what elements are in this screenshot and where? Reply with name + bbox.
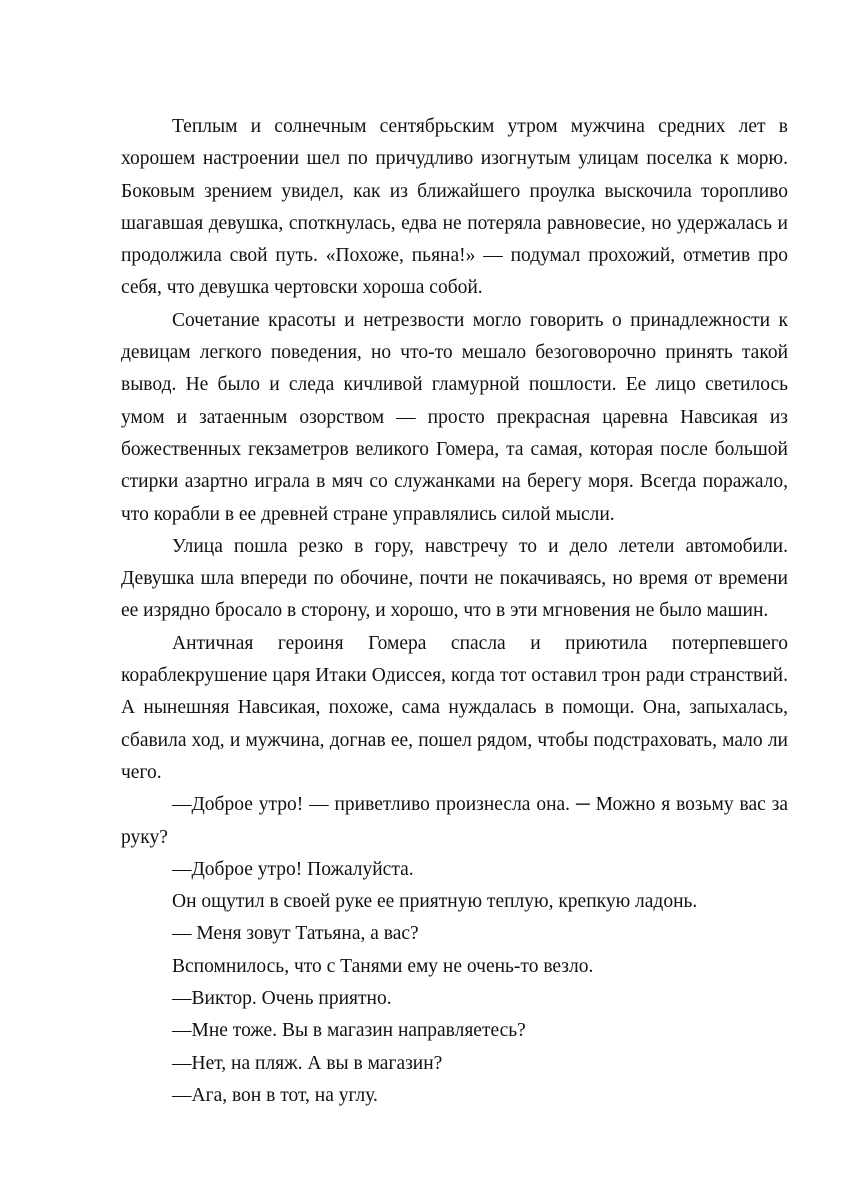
- dialogue-line-4: —Виктор. Очень приятно.: [172, 988, 392, 1010]
- paragraph-4: Античная героиня Гомера спасла и приютила потерпевшего кораблекрушение царя Итаки Одиссея, когда тот оставил трон ради странствий. А нынешняя Навсикая, похоже, сама нуждалась в помощи. Она, запыхалась, сбавила ход, и мужчина, догнав ее, пошел рядом, чтобы подстраховать, мало ли чего.: [121, 632, 788, 783]
- paragraph-5: Он ощутил в своей руке ее приятную теплую, крепкую ладонь.: [172, 891, 698, 913]
- paragraph-3: Улица пошла резко в гору, навстречу то и дело летели автомобили. Девушка шла впереди по обочине, почти не покачиваясь, но время от времени ее изрядно бросало в сторону, и хорошо, что в эти мгновения не было машин.: [121, 535, 788, 622]
- dialogue-line-6: —Нет, на пляж. А вы в магазин?: [172, 1052, 443, 1074]
- paragraph-6: Вспомнилось, что с Танями ему не очень-то везло.: [172, 955, 594, 977]
- dialogue-line-2: —Доброе утро! Пожалуйста.: [172, 858, 414, 880]
- dialogue-line-1: —Доброе утро! — приветливо произнесла она. ─ Можно я возьму вас за руку?: [121, 794, 788, 848]
- paragraph-2: Сочетание красоты и нетрезвости могло говорить о принадлежности к девицам легкого поведения, но что-то мешало безоговорочно принять такой вывод. Не было и следа кичливой гламурной пошлости. Ее лицо светилось умом и затаенным озорством — просто прекрасная царевна Навсикая из божественных гекзаметров великого Гомера, та самая, которая после большой стирки азартно играла в мяч со служанками на берегу моря. Всегда поражало, что корабли в ее древней стране управлялись силой мысли.: [121, 309, 788, 525]
- dialogue-line-3: — Меня зовут Татьяна, а вас?: [172, 923, 419, 945]
- dialogue-line-7: —Ага, вон в тот, на углу.: [172, 1084, 378, 1106]
- paragraph-1: Теплым и солнечным сентябрьским утром мужчина средних лет в хорошем настроении шел по причудливо изогнутым улицам поселка к морю. Боковым зрением увидел, как из ближайшего проулка выскочила торопливо шагавшая девушка, споткнулась, едва не потеряла равновесие, но удержалась и продолжила свой путь. «Похоже, пьяна!» — подумал прохожий, отметив про себя, что девушка чертовски хороша собой.: [121, 116, 788, 299]
- document-body: [121, 111, 788, 1112]
- dialogue-line-5: —Мне тоже. Вы в магазин направляетесь?: [172, 1020, 526, 1042]
